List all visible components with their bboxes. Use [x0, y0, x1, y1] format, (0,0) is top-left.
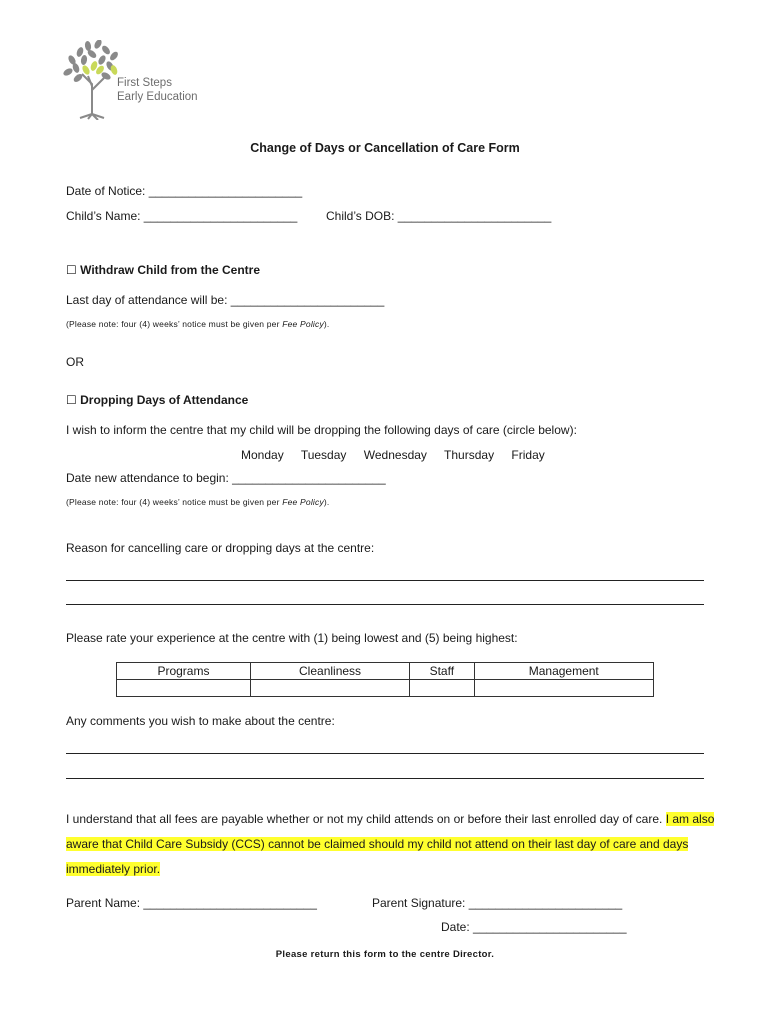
- date-of-notice-field[interactable]: Date of Notice: _______________________: [66, 184, 303, 198]
- rating-input-management[interactable]: [474, 680, 654, 697]
- new-attendance-date-field[interactable]: Date new attendance to begin: _______________________: [66, 471, 386, 485]
- parent-signature-field[interactable]: Parent Signature: _______________________: [372, 896, 623, 910]
- withdraw-note-policy: Fee Policy: [282, 319, 324, 329]
- rating-col-management: Management: [474, 663, 654, 680]
- footer-instruction: Please return this form to the centre Director.: [275, 949, 495, 960]
- dropping-intro: I wish to inform the centre that my child will be dropping the following days of care (circle below):: [66, 423, 577, 437]
- logo-text: [117, 76, 198, 104]
- dropping-checkbox[interactable]: ☐: [66, 393, 77, 407]
- logo-line-1: First Steps: [117, 77, 172, 89]
- logo-line-2: Early Education: [117, 91, 198, 103]
- withdraw-note-text: (Please note: four (4) weeks’ notice must be given per: [66, 319, 283, 329]
- comments-line-1[interactable]: [66, 753, 704, 754]
- rating-input-row: [117, 680, 654, 697]
- date-field[interactable]: Date: _______________________: [441, 920, 627, 934]
- day-monday[interactable]: Monday: [241, 448, 284, 462]
- agreement-highlighted: I am also aware that Child Care Subsidy (CCS) cannot be claimed should my child not attend on their last day of care and days immediately prior.: [66, 812, 715, 876]
- dropping-note-policy: Fee Policy: [282, 497, 324, 507]
- rating-header-row: [117, 663, 654, 680]
- dropping-heading: [66, 393, 248, 407]
- day-wednesday[interactable]: Wednesday: [363, 448, 427, 462]
- dropping-note: [66, 497, 330, 507]
- day-friday[interactable]: Friday: [511, 448, 545, 462]
- childs-name-field[interactable]: Child’s Name: _______________________: [66, 209, 298, 223]
- dropping-note-end: ).: [323, 497, 330, 507]
- reason-label: Reason for cancelling care or dropping days at the centre:: [66, 541, 375, 555]
- reason-line-2[interactable]: [66, 604, 704, 605]
- withdraw-note: [66, 319, 330, 329]
- last-day-field[interactable]: Last day of attendance will be: _______________________: [66, 293, 385, 307]
- rating-table: [116, 662, 654, 697]
- rating-col-staff: Staff: [410, 663, 474, 680]
- agreement-plain: I understand that all fees are payable whether or not my child attends on or before their last enrolled day of care.: [66, 812, 666, 826]
- parent-name-field[interactable]: Parent Name: __________________________: [66, 896, 317, 910]
- day-thursday[interactable]: Thursday: [444, 448, 495, 462]
- withdraw-heading-label: Withdraw Child from the Centre: [80, 263, 261, 277]
- rating-prompt: Please rate your experience at the centre with (1) being lowest and (5) being highest:: [66, 631, 518, 645]
- rating-input-programs[interactable]: [117, 680, 251, 697]
- comments-label: Any comments you wish to make about the centre:: [66, 714, 335, 728]
- rating-col-cleanliness: Cleanliness: [250, 663, 409, 680]
- form-title: Change of Days or Cancellation of Care Form: [250, 141, 520, 155]
- reason-line-1[interactable]: [66, 580, 704, 581]
- rating-col-programs: Programs: [117, 663, 251, 680]
- or-label: OR: [66, 355, 84, 369]
- rating-input-staff[interactable]: [410, 680, 474, 697]
- day-tuesday[interactable]: Tuesday: [300, 448, 347, 462]
- withdraw-note-end: ).: [323, 319, 330, 329]
- rating-input-cleanliness[interactable]: [250, 680, 409, 697]
- comments-line-2[interactable]: [66, 778, 704, 779]
- dropping-note-text: (Please note: four (4) weeks’ notice must be given per: [66, 497, 283, 507]
- withdraw-heading: [66, 263, 260, 277]
- withdraw-checkbox[interactable]: ☐: [66, 263, 77, 277]
- agreement-text: [66, 807, 716, 882]
- days-list: [241, 448, 559, 462]
- childs-dob-field[interactable]: Child’s DOB: _______________________: [326, 209, 552, 223]
- dropping-heading-label: Dropping Days of Attendance: [80, 393, 249, 407]
